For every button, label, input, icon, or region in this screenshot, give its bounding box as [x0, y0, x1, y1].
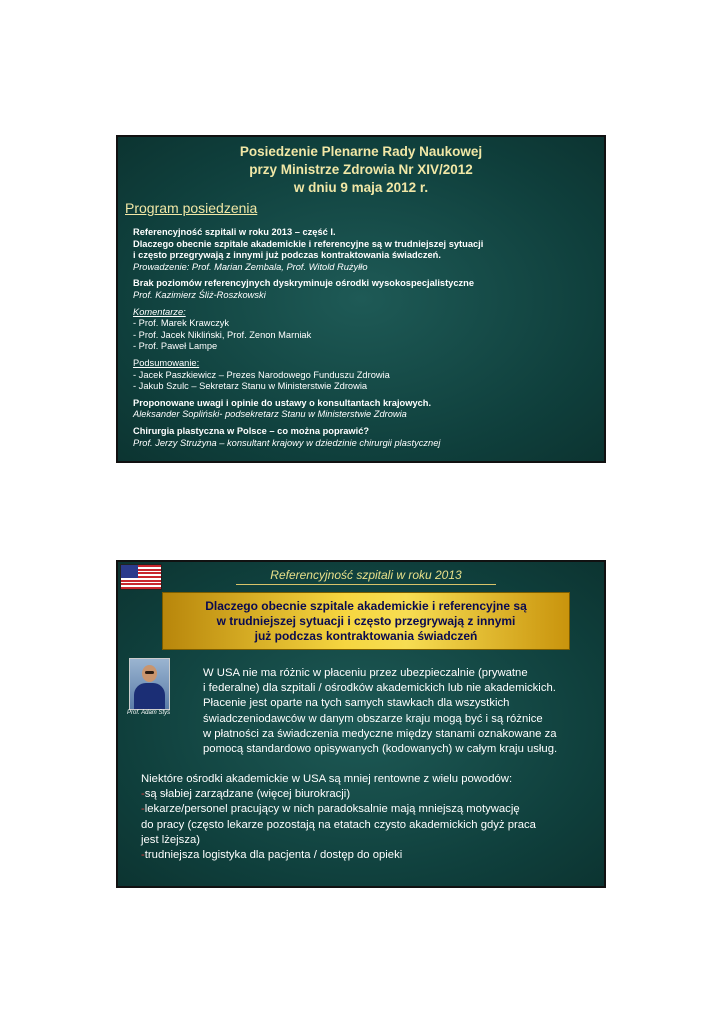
- slide-title-line-3: w dniu 9 maja 2012 r.: [293, 180, 429, 195]
- agenda-text: i często przegrywają z innymi już podczas kontraktowania świadczeń.: [133, 250, 441, 261]
- text-line: pomocą standardowo opisywanych (kodowanych) w całym kraju usług.: [203, 743, 558, 756]
- paragraph-2: [141, 772, 586, 863]
- comment-item: - Prof. Jacek Nikliński, Prof. Zenon Marniak: [133, 329, 312, 340]
- bullet-item: [141, 848, 586, 863]
- bullet-text: są słabiej zarządzane (więcej biurokracji): [144, 788, 351, 801]
- paragraph-1: [203, 666, 593, 757]
- highlight-line-2: w trudniejszej sytuacji i często przegrywają z innymi: [216, 614, 516, 628]
- bullet-marker: -: [141, 849, 145, 862]
- text-line: Płacenie jest oparte na tych samych stawkach dla wszystkich: [203, 697, 510, 710]
- text-line: W USA nie ma różnic w płaceniu przez ubezpieczalnie (prywatne: [203, 667, 528, 679]
- photo-caption: Prof. Adam Styś: [127, 710, 171, 716]
- bullet-item: [141, 802, 586, 817]
- slide-title-line-2: przy Ministrze Zdrowia Nr XIV/2012: [249, 162, 473, 177]
- text-line: w płatności za świadczenia medyczne między stanami oznakowane za: [203, 727, 557, 740]
- slide-title: Referencyjność szpitali w roku 2013: [236, 568, 496, 585]
- bullet-item: [141, 787, 586, 802]
- text-line: do pracy (często lekarze pozostają na etatach czysto akademickich gdyż praca: [141, 818, 536, 831]
- bullet-text: lekarze/personel pracujący w nich paradoksalnie mają mniejszą motywację: [144, 803, 520, 816]
- agenda-lead: Aleksander Sopliński- podsekretarz Stanu w Ministerstwie Zdrowia: [133, 409, 407, 420]
- comments-label: Komentarze:: [133, 306, 186, 317]
- summary-item: - Jacek Paszkiewicz – Prezes Narodowego Funduszu Zdrowia: [133, 369, 390, 380]
- slide-2: [116, 560, 606, 888]
- highlight-box: [162, 592, 570, 650]
- summary-block: [133, 358, 598, 393]
- summary-label: Podsumowanie:: [133, 357, 200, 368]
- agenda-text: Dlaczego obecnie szpitale akademickie i referencyjne są w trudniejszej sytuacji: [133, 238, 484, 249]
- highlight-line-3: już podczas kontraktowania świadczeń: [254, 629, 478, 643]
- agenda: [133, 227, 598, 454]
- comment-item: - Prof. Marek Krawczyk: [133, 318, 230, 329]
- text-line: Niektóre ośrodki akademickie w USA są mniej rentowne z wielu powodów:: [141, 773, 513, 785]
- agenda-item-1: [133, 227, 598, 273]
- agenda-text: Chirurgia plastyczna w Polsce – co można poprawić?: [133, 425, 370, 436]
- agenda-item-2: [133, 278, 598, 301]
- bullet-marker: -: [141, 788, 145, 801]
- text-line: świadczeniodawców w danym obszarze kraju mogą być i są różnice: [203, 712, 543, 725]
- agenda-text: Brak poziomów referencyjnych dyskryminuje ośrodki wysokospecjalistyczne: [133, 278, 475, 289]
- text-line: jest lżejsza): [141, 833, 201, 846]
- bullet-text: trudniejsza logistyka dla pacjenta / dostęp do opieki: [144, 849, 403, 862]
- slide-1: [116, 135, 606, 463]
- agenda-text: Proponowane uwagi i opinie do ustawy o konsultantach krajowych.: [133, 397, 432, 408]
- agenda-text: Referencyjność szpitali w roku 2013 – część I.: [133, 227, 336, 237]
- bullet-marker: -: [141, 803, 145, 816]
- comment-item: - Prof. Paweł Lampe: [133, 341, 218, 352]
- agenda-lead: Prowadzenie: Prof. Marian Zembala, Prof. Witold Rużyłło: [133, 261, 368, 272]
- portrait-photo: [129, 658, 170, 710]
- agenda-item-3: [133, 398, 598, 421]
- text-line: i federalne) dla szpitali / ośrodków akademickich lub nie akademickich.: [203, 682, 556, 695]
- slide-title-line-1: Posiedzenie Plenarne Rady Naukowej: [239, 144, 483, 159]
- comments-block: [133, 307, 598, 353]
- agenda-lead: Prof. Jerzy Strużyna – konsultant krajowy w dziedzinie chirurgii plastycznej: [133, 437, 441, 448]
- agenda-lead: Prof. Kazimierz Śliż-Roszkowski: [133, 289, 266, 300]
- program-heading: Program posiedzenia: [125, 200, 258, 216]
- highlight-line-1: Dlaczego obecnie szpitale akademickie i referencyjne są: [205, 599, 527, 613]
- summary-item: - Jakub Szulc – Sekretarz Stanu w Ministerstwie Zdrowia: [133, 381, 368, 392]
- agenda-item-4: [133, 426, 598, 449]
- us-flag-icon: [120, 564, 162, 590]
